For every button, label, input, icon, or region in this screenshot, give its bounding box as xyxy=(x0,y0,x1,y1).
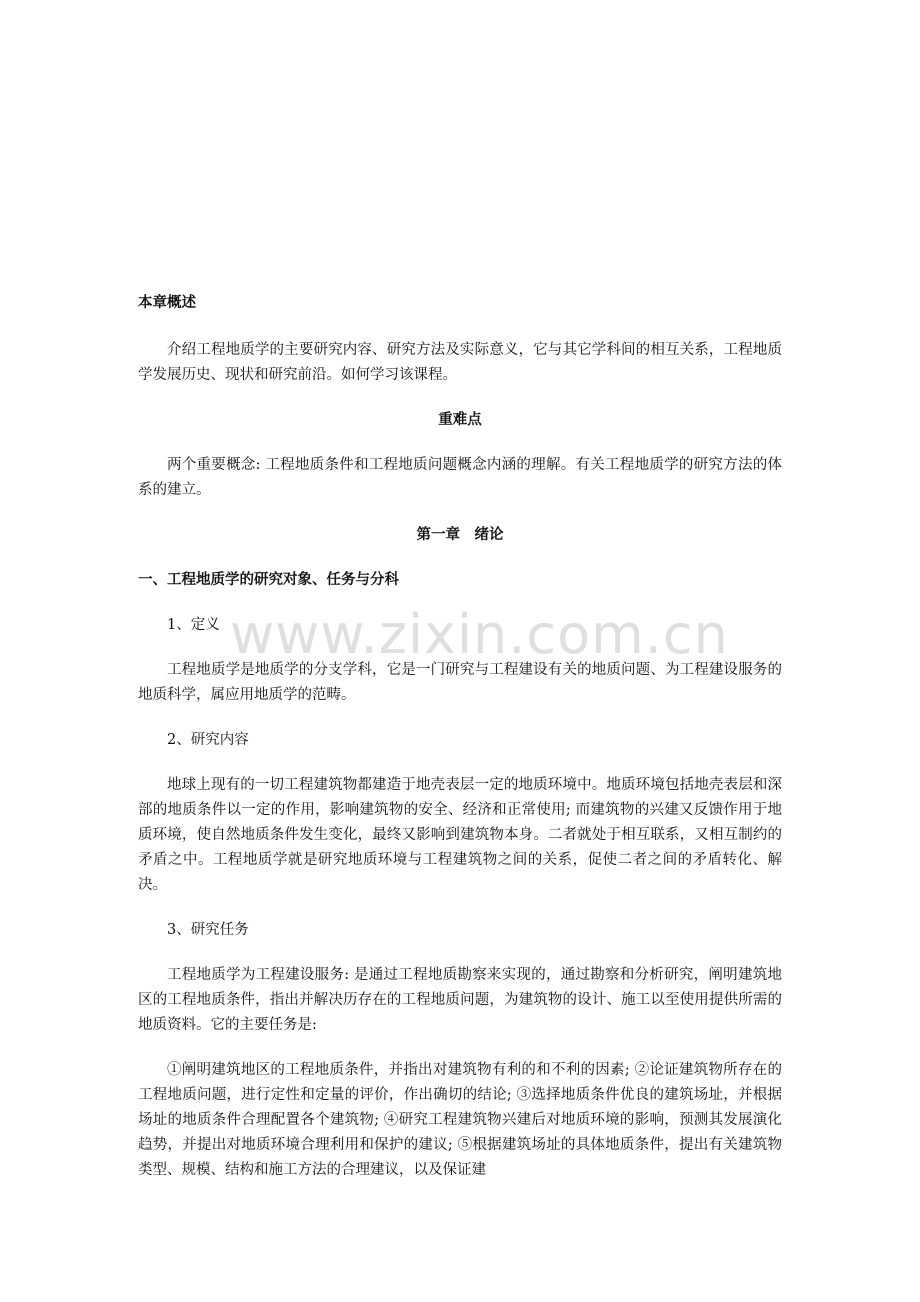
definition-paragraph: 工程地质学是地质学的分支学科，它是一门研究与工程建设有关的地质问题、为工程建设服务的地质科学，属应用地质学的范畴。 xyxy=(138,662,782,703)
key-points-paragraph: 两个重要概念: 工程地质条件和工程地质问题概念内涵的理解。有关工程地质学的研究方法的体系的建立。 xyxy=(138,457,782,498)
research-tasks-heading: 3、研究任务 xyxy=(167,922,249,938)
chapter-title: 第一章 绪论 xyxy=(416,527,504,543)
definition-heading: 1、定义 xyxy=(167,617,220,633)
task-list-paragraph: ①阐明建筑地区的工程地质条件，并指出对建筑物有利的和不利的因素; ②论证建筑物所存在的工程地质问题，进行定性和定量的评价，作出确切的结论; ③选择地质条件优良的建筑场址，并根据场址的地质条件合理配置各个建筑物; ④研究工程建筑物兴建后对地质环境的影响，预测其发展演化趋势，并提出对地质环境合理利用和保护的建议; ⑤根据建筑场址的具体地质条件，提出有关建筑物类型、规模、结构和施工方法的合理建议，以及保证建 xyxy=(138,1062,782,1178)
document-body xyxy=(138,291,782,1183)
key-points-heading: 重难点 xyxy=(438,412,482,428)
section-heading: 一、工程地质学的研究对象、任务与分科 xyxy=(138,572,399,588)
research-tasks-paragraph: 工程地质学为工程建设服务: 是通过工程地质勘察来实现的，通过勘察和分析研究，阐明建筑地区的工程地质条件，指出并解决历存在的工程地质问题，为建筑物的设计、施工以至使用提供所需的地质资料。它的主要任务是: xyxy=(138,967,782,1033)
research-content-paragraph: 地球上现有的一切工程建筑物都建造于地壳表层一定的地质环境中。地质环境包括地壳表层和深部的地质条件以一定的作用，影响建筑物的安全、经济和正常使用; 而建筑物的兴建又反馈作用于地质环境，使自然地质条件发生变化，最终又影响到建筑物本身。二者就处于相互联系，又相互制约的矛盾之中。工程地质学就是研究地质环境与工程建筑物之间的关系，促使二者之间的矛盾转化、解决。 xyxy=(138,777,782,893)
research-content-heading: 2、研究内容 xyxy=(167,732,249,748)
overview-paragraph: 介绍工程地质学的主要研究内容、研究方法及实际意义，它与其它学科间的相互关系，工程地质学发展历史、现状和研究前沿。如何学习该课程。 xyxy=(138,342,782,383)
overview-heading: 本章概述 xyxy=(138,295,196,311)
watermark: www.zixin.com.cn xyxy=(230,603,729,666)
